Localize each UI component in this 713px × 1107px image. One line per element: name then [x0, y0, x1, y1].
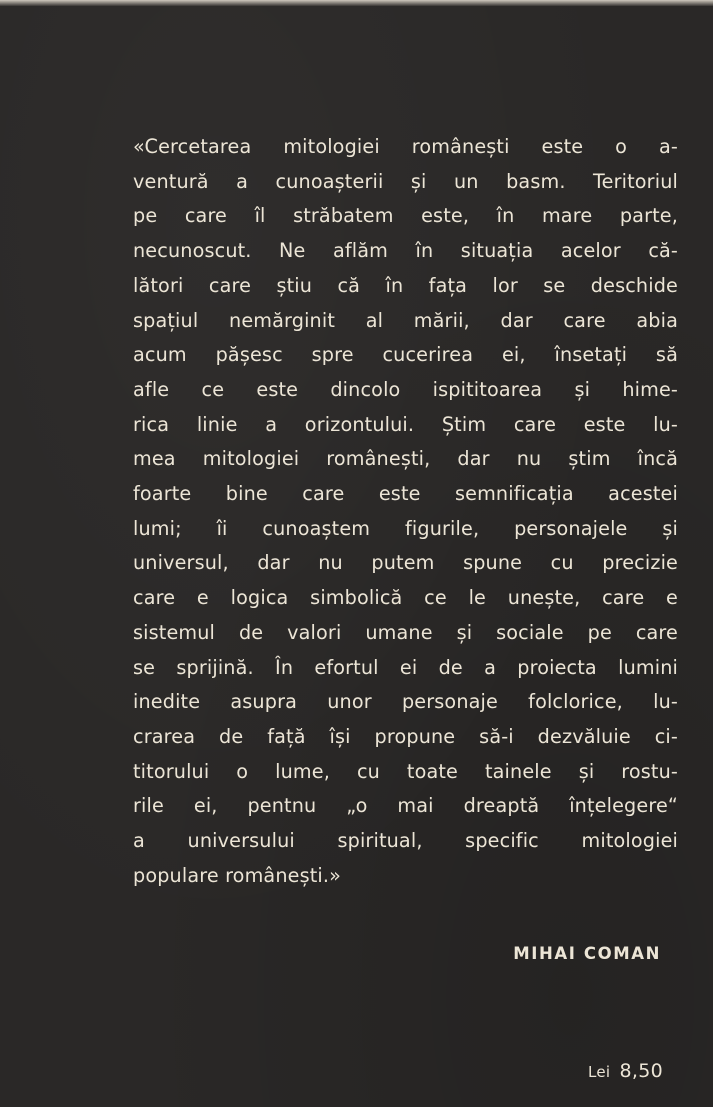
- blurb-quote: [133, 130, 678, 893]
- quote-line: rile ei, pentnu „o mai dreaptă înțelegere“: [133, 794, 678, 818]
- quote-line: ventură a cunoașterii și un basm. Teritoriul: [133, 169, 678, 193]
- quote-line: necunoscut. Ne aflăm în situația acelor că-: [133, 239, 678, 263]
- quote-line: rica linie a orizontului. Știm care este lu-: [133, 412, 678, 436]
- quote-line: sistemul de valori umane și sociale pe care: [133, 620, 678, 644]
- quote-line: crarea de față își propune să-i dezvăluie ci-: [133, 724, 678, 748]
- quote-line: spațiul nemărginit al mării, dar care abia: [133, 308, 678, 332]
- quote-line: se sprijină. În efortul ei de a proiecta lumini: [133, 655, 678, 679]
- quote-line: foarte bine care este semnificația acestei: [133, 482, 678, 506]
- quote-line: populare românești.»: [133, 863, 342, 887]
- price-amount: 8,50: [619, 1060, 663, 1082]
- quote-line: care e logica simbolică ce le unește, care e: [133, 586, 678, 610]
- quote-line: lători care știu că în fața lor se deschide: [133, 273, 678, 297]
- quote-line: mea mitologiei românești, dar nu știm încă: [133, 447, 678, 471]
- quote-line: acum pășesc spre cucerirea ei, însetați să: [133, 343, 678, 367]
- quote-line: afle ce este dincolo ispititoarea și hime-: [133, 377, 678, 401]
- quote-line: lumi; îi cunoaștem figurile, personajele și: [133, 516, 678, 540]
- quote-line: «Cercetarea mitologiei românești este o a-: [133, 135, 678, 158]
- quote-line: universul, dar nu putem spune cu precizie: [133, 551, 678, 575]
- quote-line: titorului o lume, cu toate tainele și rostu-: [133, 759, 678, 783]
- quote-line: inedite asupra unor personaje folclorice, lu-: [133, 690, 678, 714]
- price-currency: Lei: [588, 1063, 611, 1081]
- quote-line: pe care îl străbatem este, în mare parte,: [133, 204, 678, 228]
- page-edge: [0, 0, 713, 6]
- price-label: [588, 1060, 663, 1082]
- quote-line: a universului spiritual, specific mitologiei: [133, 829, 678, 853]
- author-name: MIHAI COMAN: [513, 944, 661, 963]
